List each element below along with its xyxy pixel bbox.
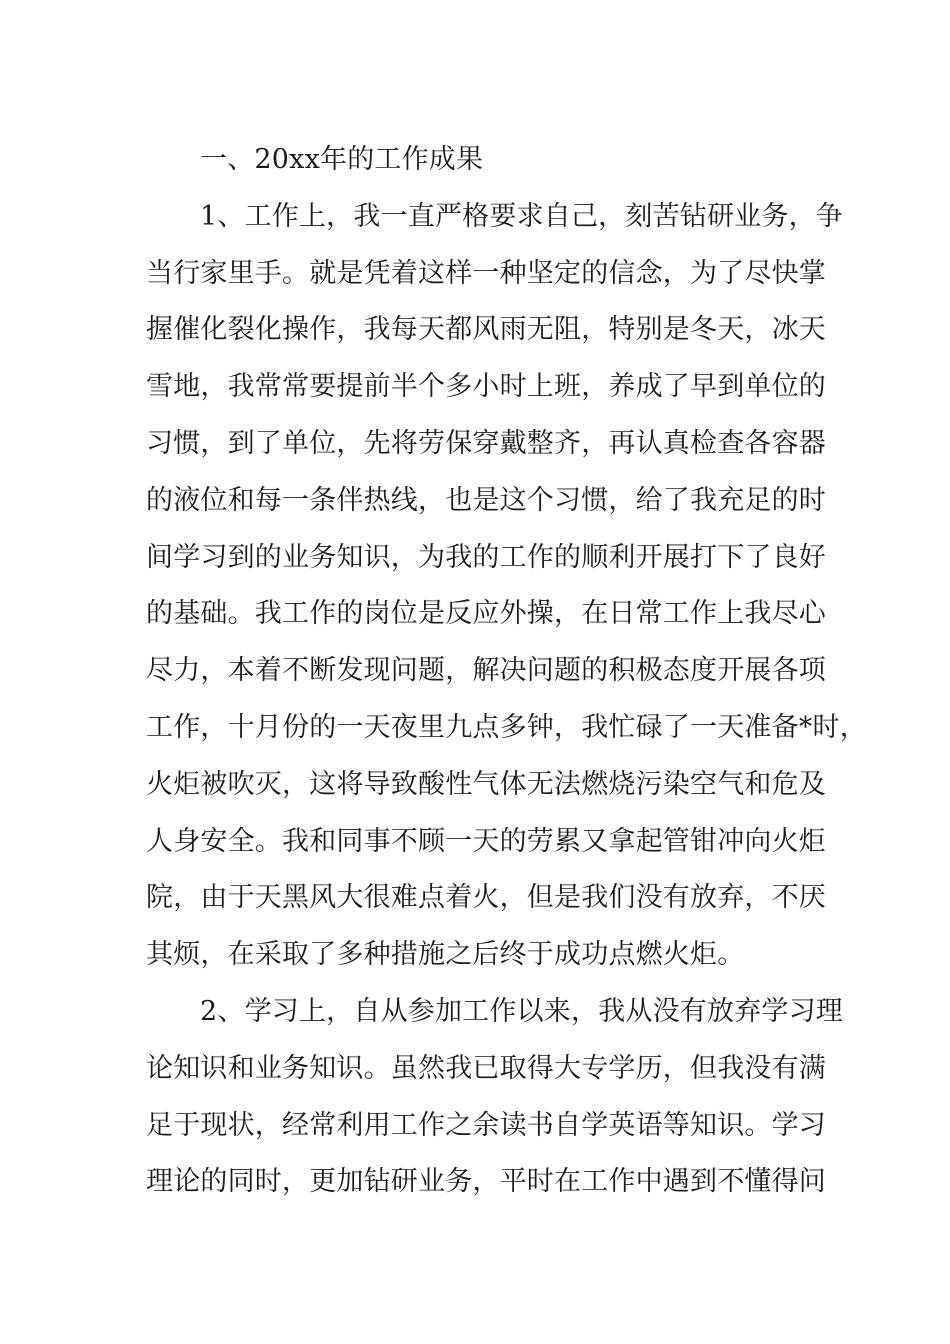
paragraph-line: 院，由于天黑风大很难点着火，但是我们没有放弃，不厌	[146, 882, 826, 914]
paragraph-line: 当行家里手。就是凭着这样一种坚定的信念，为了尽快掌	[146, 257, 826, 289]
section-heading: 一、20xx年的工作成果	[200, 144, 484, 175]
document-body	[146, 132, 867, 1211]
paragraph-line: 2、学习上，自从参加工作以来，我从没有放弃学习理	[200, 995, 843, 1027]
paragraph-line: 雪地，我常常要提前半个多小时上班，养成了早到单位的	[146, 371, 826, 403]
paragraph-line: 足于现状，经常利用工作之余读书自学英语等知识。学习	[146, 1109, 826, 1141]
paragraph-line: 间学习到的业务知识，为我的工作的顺利开展打下了良好	[146, 541, 826, 573]
paragraph-line: 人身安全。我和同事不顾一天的劳累又拿起管钳冲向火炬	[146, 825, 826, 857]
paragraph-line: 握催化裂化操作，我每天都风雨无阻，特别是冬天，冰天	[146, 314, 826, 346]
paragraph-line: 的基础。我工作的岗位是反应外操，在日常工作上我尽心	[146, 598, 826, 630]
paragraph-line: 1、工作上，我一直严格要求自己，刻苦钻研业务，争	[200, 200, 843, 232]
paragraph-line: 的液位和每一条伴热线，也是这个习惯，给了我充足的时	[146, 484, 826, 516]
paragraph-line: 火炬被吹灭，这将导致酸性气体无法燃烧污染空气和危及	[146, 768, 826, 800]
paragraph-line: 理论的同时，更加钻研业务，平时在工作中遇到不懂得问	[146, 1166, 826, 1198]
paragraph-line: 其烦，在采取了多种措施之后终于成功点燃火炬。	[146, 939, 745, 971]
paragraph-line: 习惯，到了单位，先将劳保穿戴整齐，再认真检查各容器	[146, 427, 826, 459]
paragraph-study	[146, 984, 843, 1211]
paragraph-work	[146, 189, 867, 984]
paragraph-line: 工作，十月份的一天夜里九点多钟，我忙碌了一天准备*时，	[146, 711, 867, 743]
paragraph-line: 尽力，本着不断发现问题，解决问题的积极态度开展各项	[146, 655, 826, 687]
paragraph-line: 论知识和业务知识。虽然我已取得大专学历，但我没有满	[146, 1052, 826, 1084]
